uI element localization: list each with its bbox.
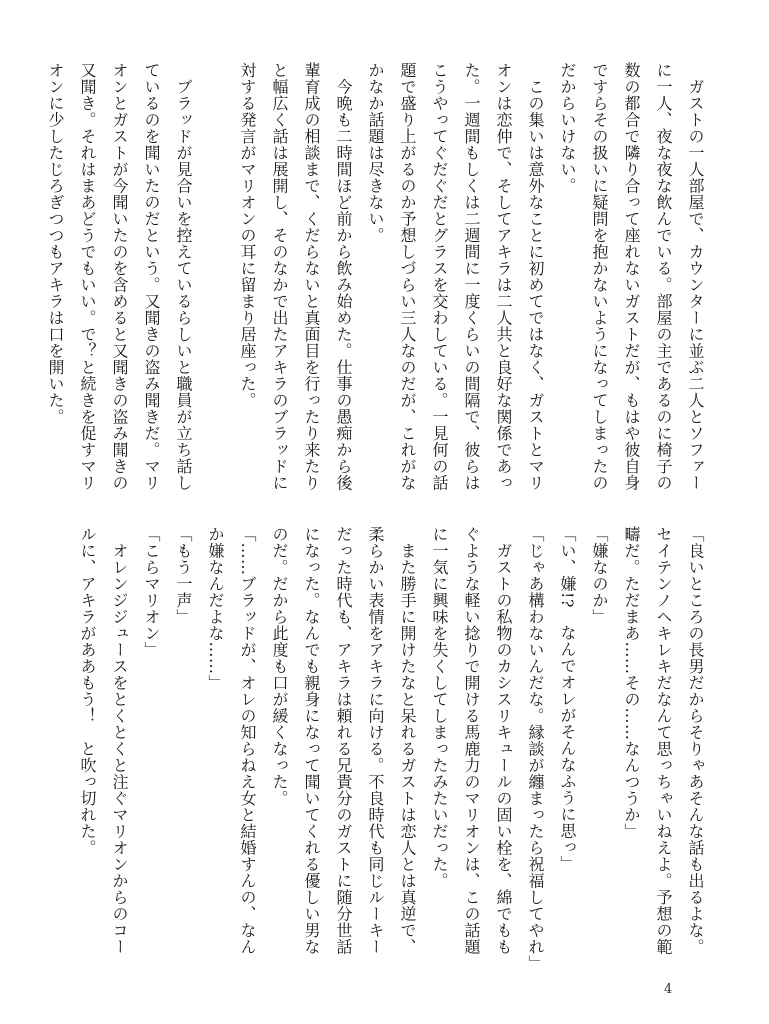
dialogue-line: 「……ブラッドが、オレの知らねえ女と結婚すんの、なんか嫌なんだよな……」	[206, 526, 257, 955]
dialogue-line: 「い、嫌!? なんでオレがそんなふうに思っ」	[558, 526, 577, 873]
dialogue-line: 「良いところの長男だからそりゃあそんな話も出るよな。セイテンノヘキレキだなんて思っちゃいねえよ。予想の範疇だ。ただまあ……その……なんつうか」	[622, 526, 705, 955]
paragraph: オレンジジュースをとくとくと注ぐマリオンからのコールに、アキラがああもう！ と吹っ切れた。	[78, 526, 129, 955]
paragraph: この集いは意外なことに初めてではなく、ガストとマリオンは恋仲で、そしてアキラは二人共と良好な関係であった。一週間もしくは二週間に一度くらいの間隔で、彼らはこうやってぐだぐだとグラスを交わしている。一見何の話題で盛り上がるのか予想しづらい三人なのだが、これがなかなか話題は尽きない。	[366, 62, 545, 491]
paragraph: また勝手に開けたなと呆れるガストは恋人とは真逆で、柔らかい表情をアキラに向ける。不良時代も同じルーキーだった時代も、アキラは頼れる兄貴分のガストに随分世話になった。なんでも親身になって聞いてくれる優しい男なのだ。だから此度も口が緩くなった。	[270, 526, 417, 955]
paragraph: ガストの私物のカシスリキュールの固い栓を、綿でももぐような軽い捻りで開ける馬鹿力のマリオンは、この話題に一気に興味を失くしてしまったみたいだった。	[430, 526, 513, 955]
dialogue-line: 「じゃあ構わないんだな。縁談が纏まったら祝福してやれ」	[526, 526, 545, 972]
top-text-block	[46, 62, 711, 502]
dialogue-line: 「嫌なのか」	[590, 526, 609, 625]
bottom-text-block	[71, 526, 711, 972]
paragraph: ガストの一人部屋で、カウンターに並ぶ二人とソファーに一人、夜な夜な飲んでいる。部屋の主であるのに椅子の数の都合で隣り合って座れないガストだが、もはや彼自身ですらその扱いに疑問を抱かないようになってしまったのだからいけない。	[558, 62, 705, 491]
dialogue-line: 「もう一声」	[174, 526, 193, 625]
paragraph: 今晩も二時間ほど前から飲み始めた。仕事の愚痴から後輩育成の相談まで、くだらないと真面目を行ったり来たりと幅広く話は展開し、そのなかで出たアキラのブラッドに対する発言がマリオンの耳に留まり居座った。	[238, 62, 353, 491]
page-number: 4	[664, 982, 673, 997]
dialogue-line: 「こらマリオン」	[142, 526, 161, 658]
paragraph: ブラッドが見合いを控えているらしいと職員が立ち話しているのを聞いたのだという。又聞きの盗み聞きだ。マリオンとガストが今聞いたのを含めると又聞きの盗み聞きの又聞き。それはまあどうでもいい。で？と続きを促すマリオンに少したじろぎつつもアキラは口を開いた。	[46, 62, 193, 491]
